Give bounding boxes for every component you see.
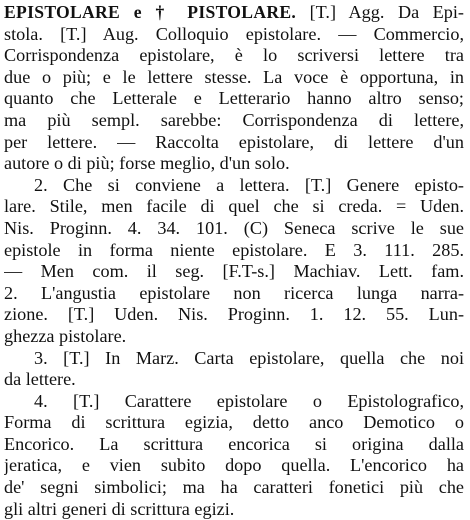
entry-line: de' segni simbolici; ma ha caratteri fonetici più che bbox=[4, 477, 464, 498]
headword: EPISTOLARE e † PISTOLARE. bbox=[4, 2, 297, 22]
entry-line: epistole in forma niente epistolare. E 3. 111. 285. bbox=[4, 239, 464, 260]
entry-line: quanto che Letterale e Letterario hanno altro senso; bbox=[4, 88, 464, 109]
entry-line: autore o di più; forse meglio, d'un solo. bbox=[4, 153, 290, 174]
entry-line-tail: [T.] Agg. Da Epi- bbox=[309, 2, 464, 22]
entry-line: da lettere. bbox=[4, 369, 76, 390]
entry-line: Corrispondenza epistolare, è lo scriversi lettere tra bbox=[4, 45, 464, 66]
entry-line: Encorico. La scrittura encorica si origina dalla bbox=[4, 433, 464, 454]
entry-line: — Men com. il seg. [F.T-s.] Machiav. Lett. fam. bbox=[4, 261, 464, 282]
sense-2 bbox=[4, 175, 464, 348]
entry-line: 2. L'angustia epistolare non ricerca lunga narra- bbox=[4, 282, 464, 303]
entry-line: Forma di scrittura egizia, detto anco Demotico o bbox=[4, 412, 464, 433]
entry-line: due o più; e le lettere stesse. La voce è opportuna, in bbox=[4, 66, 464, 87]
entry-line: 3. [T.] In Marz. Carta epistolare, quella che noi bbox=[34, 347, 464, 368]
entry-line: per lettere. — Raccolta epistolare, di lettere d'un bbox=[4, 131, 464, 152]
entry-line: stola. [T.] Aug. Colloquio epistolare. — Commercio, bbox=[4, 23, 464, 44]
entry-line bbox=[4, 2, 464, 24]
entry-line: ghezza pistolare. bbox=[4, 325, 127, 346]
entry-line: jeratica, e vien subito dopo quella. L'encorico ha bbox=[4, 455, 464, 476]
entry-line: lare. Stile, men facile di quel che si creda. = Uden. bbox=[4, 196, 464, 217]
entry-line: gli altri generi di scrittura egizi. bbox=[4, 498, 235, 519]
sense-3 bbox=[4, 348, 464, 391]
sense-4 bbox=[4, 391, 464, 520]
entry-line: ma più sempl. sarebbe: Corrispondenza di lettere, bbox=[4, 109, 464, 130]
entry-line: Nis. Proginn. 4. 34. 101. (C) Seneca scrive le sue bbox=[4, 217, 464, 238]
entry-definition-main bbox=[4, 2, 464, 175]
entry-line: 2. Che si conviene a lettera. [T.] Genere episto- bbox=[34, 174, 464, 195]
entry-line: 4. [T.] Carattere epistolare o Epistolografico, bbox=[34, 390, 464, 411]
entry-line: zione. [T.] Uden. Nis. Proginn. 1. 12. 55. Lun- bbox=[4, 304, 464, 325]
